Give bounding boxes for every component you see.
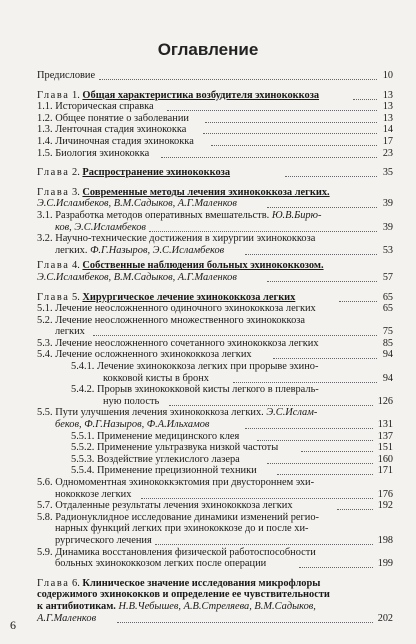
entry-page: 85 <box>382 337 393 349</box>
toc-section-5-7 <box>37 500 393 512</box>
chapter-authors: А.Г.Маленков <box>37 612 97 624</box>
section-number: 1.1. <box>37 101 53 113</box>
chapter-word: Глава <box>37 577 70 589</box>
leader-dots <box>339 292 377 302</box>
entry-text: Лечение неосложненного сочетанного эхинококкоза легких <box>55 337 319 349</box>
toc-section-5-6-cont <box>37 489 393 501</box>
toc-section-1-1 <box>37 101 393 113</box>
chapter-authors: Н.В.Чебышев, А.В.Стреляева, В.М.Садыков, <box>118 600 316 612</box>
entry-page: 126 <box>377 395 393 407</box>
section-authors: Ю.В.Бирю- <box>271 209 322 221</box>
toc-section-1-5 <box>37 148 393 160</box>
chapter-title: Хирургическое лечение эхинококкоза легких <box>82 291 296 303</box>
toc-section-5-4-1-cont <box>37 373 393 385</box>
leader-dots <box>245 419 373 429</box>
entry-page: 176 <box>377 488 393 500</box>
toc-chapter-3-authors <box>37 198 393 210</box>
entry-text: рургического лечения <box>55 534 152 546</box>
section-number: 1.3. <box>37 124 53 136</box>
entry-text: Научно-технические достижения в хирургии эхинококкоза <box>55 233 316 245</box>
entry-text: Предисловие <box>37 70 96 81</box>
leader-dots <box>267 272 377 282</box>
leader-dots <box>169 396 373 406</box>
toc-section-5-5-2 <box>37 442 393 454</box>
leader-dots <box>277 465 373 475</box>
toc-section-5-8 <box>37 512 393 524</box>
chapter-word: Глава <box>37 186 70 198</box>
section-number: 5.5. <box>37 407 53 419</box>
toc-section-1-4 <box>37 136 393 148</box>
entry-page: 39 <box>382 221 393 233</box>
chapter-word: Глава <box>37 291 70 303</box>
entry-text: Разработка методов оперативных вмешательств. <box>55 209 270 221</box>
section-number: 5.4.1. <box>71 361 95 373</box>
section-authors: ков, Э.С.Исламбеков <box>55 221 146 233</box>
table-of-contents <box>37 70 393 624</box>
entry-text: легких <box>55 326 85 338</box>
entry-text: ную полость <box>103 395 160 407</box>
toc-entry-preface <box>37 70 393 82</box>
page-number: 6 <box>10 618 16 632</box>
section-number: 5.5.2. <box>71 442 95 454</box>
toc-section-3-1 <box>37 210 393 222</box>
entry-text: кокковой кисты в бронх <box>103 372 209 384</box>
entry-page: 17 <box>382 135 393 147</box>
entry-text: Лечение неосложненного множественного эхинококкоза <box>55 314 305 326</box>
leader-dots <box>337 500 373 510</box>
toc-section-5-4 <box>37 349 393 361</box>
section-number: 5.7. <box>37 500 53 512</box>
toc-section-5-8-cont <box>37 523 393 535</box>
entry-text: нококкозе легких <box>55 488 132 500</box>
leader-dots <box>149 222 377 232</box>
section-number: 5.4.2. <box>71 384 95 396</box>
section-number: 5.4. <box>37 349 53 361</box>
chapter-title: Клиническое значение исследования микрофлоры <box>82 577 321 589</box>
toc-section-5-8-cont2 <box>37 535 393 547</box>
entry-text: Применение прецизионной техники <box>97 465 257 477</box>
entry-page: 13 <box>382 101 393 113</box>
section-number: 3.1. <box>37 209 53 221</box>
chapter-title: Современные методы лечения эхинококкоза легких. <box>82 186 330 198</box>
entry-page: 94 <box>382 349 393 361</box>
entry-page: 65 <box>382 291 393 303</box>
leader-dots <box>299 558 373 568</box>
entry-text: Лечение эхинококкоза легких при прорыве эхино- <box>97 361 319 373</box>
entry-text: Ленточная стадия эхинококка <box>55 124 187 136</box>
entry-page: 57 <box>382 271 393 283</box>
toc-chapter-5 <box>37 292 393 304</box>
toc-chapter-6-cont2 <box>37 601 393 613</box>
chapter-number: 6. <box>72 577 80 589</box>
entry-page: 13 <box>382 112 393 124</box>
entry-text: Пути улучшения лечения эхинококкоза легких. <box>55 407 264 419</box>
section-number: 5.3. <box>37 337 53 349</box>
toc-section-5-4-2-cont <box>37 396 393 408</box>
entry-text: Динамика восстановления физической работоспособности <box>55 546 316 558</box>
chapter-number: 5. <box>72 291 80 303</box>
section-number: 5.6. <box>37 477 53 488</box>
entry-text: Прорыв эхинококковой кисты легкого в плевраль- <box>97 384 319 396</box>
entry-page: 202 <box>377 612 393 624</box>
leader-dots <box>167 101 377 111</box>
leader-dots <box>117 613 373 623</box>
leader-dots <box>267 454 373 464</box>
toc-chapter-3 <box>37 187 393 199</box>
entry-page: 75 <box>382 326 393 338</box>
section-number: 5.5.3. <box>71 453 95 465</box>
entry-text: Применение медицинского клея <box>97 430 240 442</box>
leader-dots <box>203 124 377 134</box>
section-number: 5.9. <box>37 546 53 558</box>
page-title: Оглавление <box>157 40 259 59</box>
leader-dots <box>141 489 373 499</box>
chapter-title: содержимого эхинококков и определение ее чувствительности <box>37 589 330 601</box>
chapter-number: 2. <box>72 167 80 179</box>
section-number: 5.5.1. <box>71 430 95 442</box>
leader-dots <box>161 148 377 158</box>
entry-page: 65 <box>382 303 393 315</box>
chapter-title: Общая характеристика возбудителя эхинококкоза <box>82 89 320 101</box>
leader-dots <box>99 70 377 80</box>
entry-text: Историческая справка <box>55 101 154 113</box>
entry-text: Одномоментная эхинококкэктомия при двустороннем эхи- <box>55 477 315 488</box>
entry-page: 94 <box>382 372 393 384</box>
chapter-word: Глава <box>37 167 70 179</box>
chapter-authors: Э.С.Исламбеков, В.М.Садыков, А.Г.Маленков <box>37 198 237 210</box>
entry-text: Радионуклидное исследование динамики изменений регио- <box>55 511 320 523</box>
chapter-number: 1. <box>72 89 80 101</box>
leader-dots <box>205 113 377 123</box>
section-number: 5.8. <box>37 511 53 523</box>
toc-section-5-5-4 <box>37 465 393 477</box>
toc-chapter-4 <box>37 260 393 272</box>
leader-dots <box>211 136 377 146</box>
entry-page: 160 <box>377 453 393 465</box>
section-number: 5.5.4. <box>71 465 95 477</box>
toc-section-5-5-1 <box>37 431 393 443</box>
entry-text: легких. <box>55 244 88 256</box>
chapter-title: Собственные наблюдения больных эхинококкозом. <box>82 260 324 272</box>
leader-dots <box>155 535 373 545</box>
entry-page: 23 <box>382 147 393 159</box>
entry-page: 39 <box>382 198 393 210</box>
toc-section-5-2-cont <box>37 326 393 338</box>
entry-page: 198 <box>377 534 393 546</box>
toc-chapter-6-cont3 <box>37 613 393 625</box>
toc-section-3-2-cont <box>37 245 393 257</box>
chapter-authors: Э.С.Исламбеков, В.М.Садыков, А.Г.Маленков <box>37 271 237 283</box>
entry-text: Воздействие углекислого лазера <box>97 453 240 465</box>
toc-chapter-6 <box>37 578 393 590</box>
toc-section-5-5-3 <box>37 454 393 466</box>
chapter-number: 3. <box>72 186 80 198</box>
section-number: 1.4. <box>37 135 53 147</box>
entry-text: нарных функций легких при эхинококкозе до и после хи- <box>55 523 309 535</box>
toc-section-1-3 <box>37 124 393 136</box>
section-authors: беков, Ф.Г.Назыров, Ф.А.Ильхамов <box>55 419 210 431</box>
leader-dots <box>273 349 377 359</box>
entry-page: 14 <box>382 124 393 136</box>
entry-text: Применение ультразвука низкой частоты <box>97 442 279 454</box>
entry-page: 10 <box>382 70 393 81</box>
entry-page: 137 <box>377 430 393 442</box>
leader-dots <box>233 373 377 383</box>
toc-section-3-2 <box>37 233 393 245</box>
entry-text: больных эхинококкозом легких после операции <box>55 558 267 570</box>
toc-section-5-6 <box>37 477 393 489</box>
entry-page: 171 <box>377 465 393 477</box>
entry-text: Общее понятие о заболевании <box>55 112 189 124</box>
section-number: 5.1. <box>37 303 53 315</box>
toc-section-5-1 <box>37 303 393 315</box>
toc-section-5-9-cont <box>37 558 393 570</box>
entry-text: Отдаленные результаты лечения эхинококкоза легких <box>55 500 293 512</box>
section-number: 1.2. <box>37 112 53 124</box>
leader-dots <box>301 442 373 452</box>
entry-text: Лечение неосложненного одиночного эхинококкоза легких <box>55 303 316 315</box>
toc-section-5-5-cont <box>37 419 393 431</box>
leader-dots <box>353 90 377 100</box>
chapter-title: Распространение эхинококкоза <box>82 167 231 179</box>
section-number: 3.2. <box>37 233 53 245</box>
toc-chapter-6-cont <box>37 589 393 601</box>
toc-chapter-4-authors <box>37 272 393 284</box>
toc-section-5-3 <box>37 338 393 350</box>
entry-page: 35 <box>382 167 393 179</box>
section-number: 5.2. <box>37 314 53 326</box>
toc-chapter-2 <box>37 167 393 179</box>
section-number: 1.5. <box>37 147 53 159</box>
entry-page: 131 <box>377 419 393 431</box>
leader-dots <box>257 431 373 441</box>
chapter-word: Глава <box>37 260 70 272</box>
leader-dots <box>245 245 377 255</box>
entry-page: 192 <box>377 500 393 512</box>
toc-chapter-1 <box>37 90 393 102</box>
chapter-word: Глава <box>37 89 70 101</box>
chapter-number: 4. <box>72 260 80 272</box>
entry-page: 151 <box>377 442 393 454</box>
toc-section-1-2 <box>37 113 393 125</box>
leader-dots <box>267 198 377 208</box>
chapter-title: к антибиотикам. <box>37 600 116 612</box>
entry-text: Биология эхинококка <box>55 147 150 159</box>
leader-dots <box>93 326 377 336</box>
section-authors: Э.С.Ислам- <box>266 407 318 419</box>
entry-text: Лечение осложненного эхинококкоза легких <box>55 349 252 361</box>
toc-section-3-1-cont <box>37 222 393 234</box>
section-authors: Ф.Г.Назыров, Э.С.Исламбеков <box>90 244 225 256</box>
toc-section-5-2 <box>37 315 393 327</box>
toc-section-5-9 <box>37 547 393 559</box>
entry-page: 199 <box>377 558 393 570</box>
entry-page: 53 <box>382 244 393 256</box>
entry-page: 13 <box>382 89 393 101</box>
toc-section-5-4-1 <box>37 361 393 373</box>
toc-section-5-4-2 <box>37 384 393 396</box>
entry-text: Личиночная стадия эхинококка <box>55 135 194 147</box>
toc-section-5-5 <box>37 407 393 419</box>
leader-dots <box>285 167 377 177</box>
